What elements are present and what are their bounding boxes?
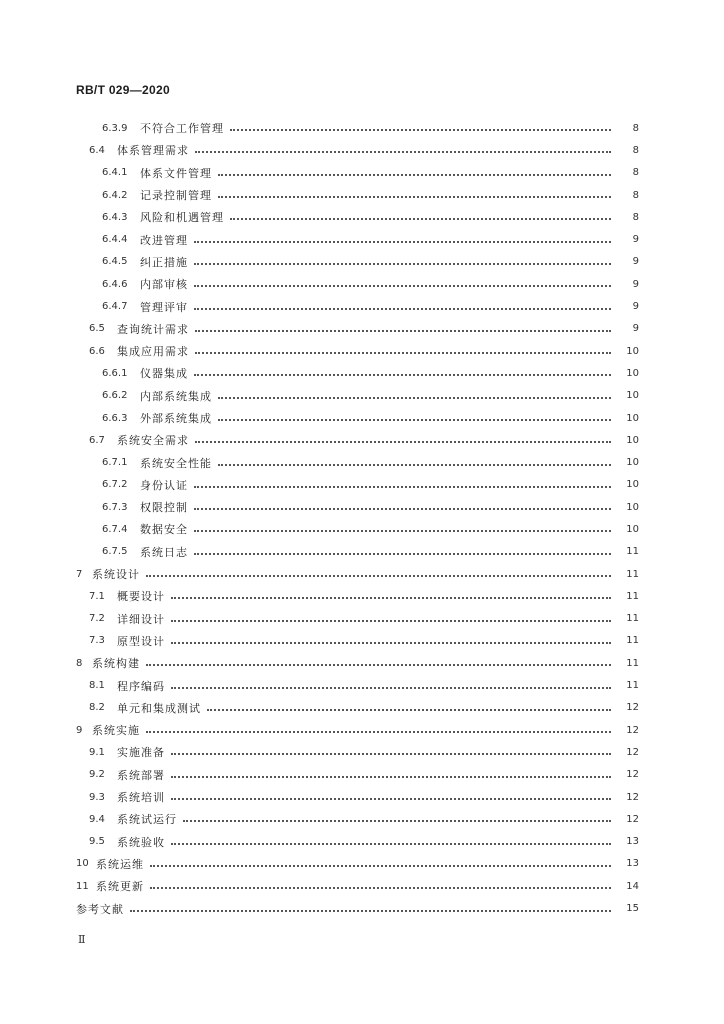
- toc-entry-number: 9.3: [89, 791, 105, 803]
- toc-dot-leader: [194, 296, 611, 310]
- toc-dot-leader: [194, 273, 611, 287]
- toc-entry-title: 外部系统集成: [140, 412, 212, 425]
- toc-entry-title: 系统运维: [96, 857, 144, 871]
- toc-entry-page: 10: [626, 434, 639, 446]
- toc-dot-leader: [218, 407, 611, 421]
- toc-entry[interactable]: [0, 429, 724, 451]
- toc-entry[interactable]: [0, 340, 724, 362]
- toc-entry-title: 不符合工作管理: [140, 122, 224, 136]
- toc-entry[interactable]: [0, 674, 724, 696]
- toc-entry-title: 纠正措施: [140, 255, 188, 269]
- toc-entry-number: 9.5: [89, 836, 105, 848]
- toc-entry[interactable]: [0, 630, 724, 652]
- toc-entry-page: 9: [632, 323, 639, 335]
- toc-entry[interactable]: [0, 451, 724, 473]
- toc-entry-title: 记录控制管理: [140, 189, 212, 203]
- toc-entry[interactable]: [0, 608, 724, 630]
- toc-entry-title: 数据安全: [140, 523, 188, 537]
- toc-entry-title: 系统培训: [117, 791, 165, 805]
- toc-entry[interactable]: [0, 162, 724, 184]
- toc-entry-number: 6.7.3: [102, 501, 128, 513]
- toc-entry-page: 8: [632, 189, 639, 201]
- toc-entry-title: 系统安全性能: [140, 456, 212, 470]
- toc-entry-number: 7.2: [89, 613, 105, 625]
- toc-entry-title: 系统试运行: [117, 813, 177, 827]
- toc-dot-leader: [171, 630, 611, 644]
- toc-entry-number: 6.7: [89, 434, 105, 446]
- toc-entry[interactable]: [0, 741, 724, 763]
- toc-entry-title: 内部审核: [140, 278, 188, 292]
- toc-entry-title: 系统日志: [140, 545, 188, 559]
- toc-entry-title: 原型设计: [117, 634, 165, 648]
- toc-dot-leader: [146, 719, 611, 733]
- toc-entry-page: 8: [632, 167, 639, 179]
- toc-entry-number: 6.4.1: [102, 167, 128, 179]
- toc-entry-page: 10: [626, 479, 639, 491]
- toc-entry-number: 7: [76, 568, 83, 580]
- toc-dot-leader: [207, 697, 611, 711]
- toc-entry-page: 10: [626, 345, 639, 357]
- toc-entry-number: 6.6: [89, 345, 105, 357]
- toc-dot-leader: [194, 251, 611, 265]
- toc-dot-leader: [194, 474, 611, 488]
- toc-entry[interactable]: [0, 407, 724, 429]
- toc-dot-leader: [171, 764, 611, 778]
- toc-entry[interactable]: [0, 251, 724, 273]
- toc-entry-page: 12: [626, 724, 639, 736]
- toc-entry[interactable]: [0, 385, 724, 407]
- toc-entry-page: 8: [632, 211, 639, 223]
- toc-entry-number: 6.5: [89, 323, 105, 335]
- toc-dot-leader: [194, 362, 611, 376]
- toc-dot-leader: [194, 541, 611, 555]
- toc-entry[interactable]: [0, 518, 724, 540]
- toc-dot-leader: [183, 808, 611, 822]
- toc-entry-number: 7.1: [89, 590, 105, 602]
- toc-entry-number: 6.7.5: [102, 546, 128, 558]
- toc-entry[interactable]: [0, 318, 724, 340]
- toc-entry-page: 10: [626, 412, 639, 424]
- toc-dot-leader: [195, 139, 611, 153]
- toc-entry[interactable]: [0, 295, 724, 317]
- toc-entry-number: 6.4.6: [102, 278, 128, 290]
- toc-entry[interactable]: [0, 541, 724, 563]
- toc-entry[interactable]: [0, 184, 724, 206]
- toc-dot-leader: [195, 340, 611, 354]
- toc-entry-title: 内部系统集成: [140, 389, 212, 403]
- toc-entry-title: 查询统计需求: [117, 322, 189, 336]
- toc-dot-leader: [218, 452, 611, 466]
- toc-entry-number: 6.7.4: [102, 523, 128, 535]
- toc-entry[interactable]: [0, 206, 724, 228]
- toc-entry-page: 11: [626, 613, 639, 625]
- toc-entry-number: 6.7.2: [102, 479, 128, 491]
- toc-entry-page: 11: [626, 657, 639, 669]
- toc-dot-leader: [194, 518, 611, 532]
- toc-entry[interactable]: [0, 875, 724, 897]
- toc-dot-leader: [150, 853, 611, 867]
- toc-dot-leader: [146, 563, 611, 577]
- toc-entry-number: 9.2: [89, 769, 105, 781]
- toc-entry-title: 系统实施: [92, 724, 140, 738]
- toc-entry-title: 体系文件管理: [140, 166, 212, 180]
- toc-entry-number: 8.2: [89, 702, 105, 714]
- toc-entry[interactable]: [0, 831, 724, 853]
- toc-entry-page: 9: [632, 256, 639, 268]
- toc-entry-number: 6.3.9: [102, 122, 128, 134]
- toc-entry-title: 集成应用需求: [117, 345, 189, 359]
- toc-entry-page: 11: [626, 635, 639, 647]
- toc-entry[interactable]: [0, 808, 724, 830]
- toc-entry-title: 权限控制: [140, 501, 188, 515]
- toc-dot-leader: [230, 206, 611, 220]
- toc-entry[interactable]: [0, 474, 724, 496]
- toc-entry-page: 10: [626, 390, 639, 402]
- toc-entry-number: 7.3: [89, 635, 105, 647]
- toc-entry-title: 概要设计: [117, 590, 165, 604]
- toc-entry[interactable]: [0, 652, 724, 674]
- toc-entry-page: 14: [626, 880, 639, 892]
- toc-entry-page: 12: [626, 813, 639, 825]
- toc-entry-page: 10: [626, 367, 639, 379]
- toc-entry-number: 6.6.3: [102, 412, 128, 424]
- toc-entry-number: 6.6.1: [102, 367, 128, 379]
- toc-dot-leader: [218, 385, 611, 399]
- toc-entry-page: 8: [632, 144, 639, 156]
- toc-entry-title: 程序编码: [117, 679, 165, 693]
- toc-entry-title: 风险和机遇管理: [140, 211, 224, 225]
- toc-entry-page: 10: [626, 457, 639, 469]
- toc-entry-page: 12: [626, 702, 639, 714]
- toc-entry[interactable]: [0, 764, 724, 786]
- toc-entry-title: 系统部署: [117, 768, 165, 782]
- toc-dot-leader: [171, 786, 611, 800]
- toc-entry[interactable]: [0, 228, 724, 250]
- toc-entry-page: 9: [632, 301, 639, 313]
- toc-dot-leader: [130, 898, 611, 912]
- toc-dot-leader: [194, 229, 611, 243]
- toc-entry-title: 系统验收: [117, 835, 165, 849]
- toc-entry-title: 参考文献: [76, 902, 124, 916]
- table-of-contents: [0, 117, 724, 920]
- toc-entry[interactable]: [0, 719, 724, 741]
- toc-entry-number: 6.4.5: [102, 256, 128, 268]
- toc-entry-page: 11: [626, 590, 639, 602]
- toc-entry-number: 6.4.4: [102, 234, 128, 246]
- toc-entry-title: 系统构建: [92, 657, 140, 671]
- toc-entry-page: 12: [626, 769, 639, 781]
- toc-entry[interactable]: [0, 697, 724, 719]
- toc-dot-leader: [171, 585, 611, 599]
- toc-entry-number: 6.4.2: [102, 189, 128, 201]
- toc-entry-page: 11: [626, 680, 639, 692]
- toc-entry-page: 9: [632, 234, 639, 246]
- toc-entry-page: 10: [626, 501, 639, 513]
- toc-entry[interactable]: [0, 563, 724, 585]
- toc-dot-leader: [171, 675, 611, 689]
- toc-entry-number: 9.4: [89, 813, 105, 825]
- toc-entry-page: 11: [626, 568, 639, 580]
- toc-entry-page: 12: [626, 791, 639, 803]
- toc-entry-number: 10: [76, 858, 89, 870]
- toc-entry-page: 8: [632, 122, 639, 134]
- toc-dot-leader: [218, 162, 611, 176]
- toc-entry-page: 9: [632, 278, 639, 290]
- toc-entry-number: 6.7.1: [102, 457, 128, 469]
- toc-entry-number: 11: [76, 880, 89, 892]
- toc-entry-number: 9: [76, 724, 83, 736]
- toc-entry-page: 13: [626, 836, 639, 848]
- toc-entry-number: 8: [76, 657, 83, 669]
- toc-dot-leader: [171, 608, 611, 622]
- toc-entry-title: 系统设计: [92, 568, 140, 582]
- toc-entry-page: 13: [626, 858, 639, 870]
- toc-entry-number: 9.1: [89, 746, 105, 758]
- toc-entry[interactable]: [0, 786, 724, 808]
- toc-entry[interactable]: [0, 585, 724, 607]
- toc-entry-title: 仪器集成: [140, 367, 188, 381]
- toc-entry[interactable]: [0, 897, 724, 919]
- toc-entry[interactable]: [0, 139, 724, 161]
- toc-entry-title: 系统更新: [96, 880, 144, 894]
- toc-dot-leader: [171, 831, 611, 845]
- toc-dot-leader: [195, 318, 611, 332]
- toc-entry-number: 6.4: [89, 144, 105, 156]
- toc-entry[interactable]: [0, 117, 724, 139]
- toc-entry-page: 15: [626, 903, 639, 915]
- toc-dot-leader: [195, 429, 611, 443]
- toc-entry-title: 详细设计: [117, 612, 165, 626]
- toc-entry-title: 系统安全需求: [117, 434, 189, 448]
- toc-entry-title: 身份认证: [140, 478, 188, 492]
- toc-entry-title: 实施准备: [117, 746, 165, 760]
- page-number-footer: Ⅱ: [78, 933, 86, 946]
- toc-dot-leader: [194, 496, 611, 510]
- toc-dot-leader: [150, 875, 611, 889]
- toc-entry[interactable]: [0, 362, 724, 384]
- toc-entry[interactable]: [0, 853, 724, 875]
- toc-entry-title: 管理评审: [140, 300, 188, 314]
- toc-entry-title: 单元和集成测试: [117, 701, 201, 715]
- toc-dot-leader: [218, 184, 611, 198]
- toc-entry-page: 11: [626, 546, 639, 558]
- toc-entry-page: 10: [626, 523, 639, 535]
- toc-entry-number: 8.1: [89, 680, 105, 692]
- toc-entry-number: 6.4.3: [102, 211, 128, 223]
- toc-entry-page: 12: [626, 746, 639, 758]
- toc-entry[interactable]: [0, 273, 724, 295]
- toc-entry-number: 6.6.2: [102, 390, 128, 402]
- toc-entry-number: 6.4.7: [102, 301, 128, 313]
- standard-code-header: RB/T 029—2020: [76, 83, 170, 97]
- toc-dot-leader: [146, 652, 611, 666]
- toc-entry-title: 改进管理: [140, 233, 188, 247]
- toc-entry-title: 体系管理需求: [117, 144, 189, 158]
- toc-dot-leader: [230, 117, 611, 131]
- toc-entry[interactable]: [0, 496, 724, 518]
- toc-dot-leader: [171, 741, 611, 755]
